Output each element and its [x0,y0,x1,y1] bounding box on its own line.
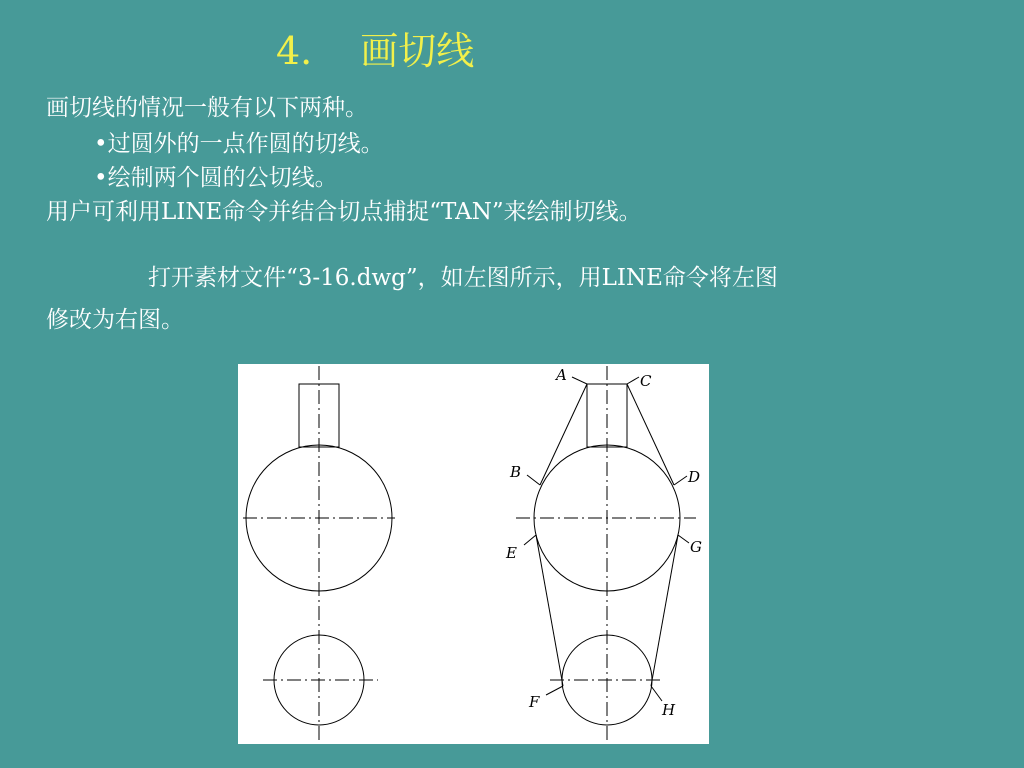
cad-drawing [238,364,709,744]
tangent-line-cd [627,384,674,485]
leader-g [678,535,689,543]
point-label-h: H [662,701,676,719]
leader-f [546,686,563,695]
tangent-line-ef [536,535,563,686]
task-line: 打开素材文件“3-16.dwg”，如左图所示，用LINE命令将左图 [148,265,778,291]
bullet-two: •绘制两个圆的公切线。 [94,165,338,191]
point-label-e: E [506,544,517,562]
point-label-c: C [640,372,652,390]
tangent-line-gh [651,535,678,686]
point-label-b: B [510,463,522,481]
leader-a [572,377,587,384]
leader-h [651,686,662,701]
point-label-a: A [556,366,567,384]
slide-title [276,26,474,76]
point-label-g: G [690,538,702,556]
intro-line: 画切线的情况一般有以下两种。 [46,95,368,121]
task-line-continued: 修改为右图。 [46,307,184,333]
title-number: 4. [276,29,313,73]
tangent-line-ab [540,384,587,485]
point-label-f: F [529,693,540,711]
leader-c [627,377,639,384]
leader-e [524,535,536,545]
point-label-d: D [688,468,701,486]
leader-d [674,476,687,485]
left-figure [243,366,395,744]
leader-b [527,475,540,485]
title-text: 画切线 [360,29,475,73]
line-command-note: 用户可利用LINE命令并结合切点捕捉“TAN”来绘制切线。 [46,199,642,225]
cad-drawing-svg [238,364,709,744]
bullet-one: •过圆外的一点作圆的切线。 [94,131,384,157]
right-figure [516,366,696,744]
